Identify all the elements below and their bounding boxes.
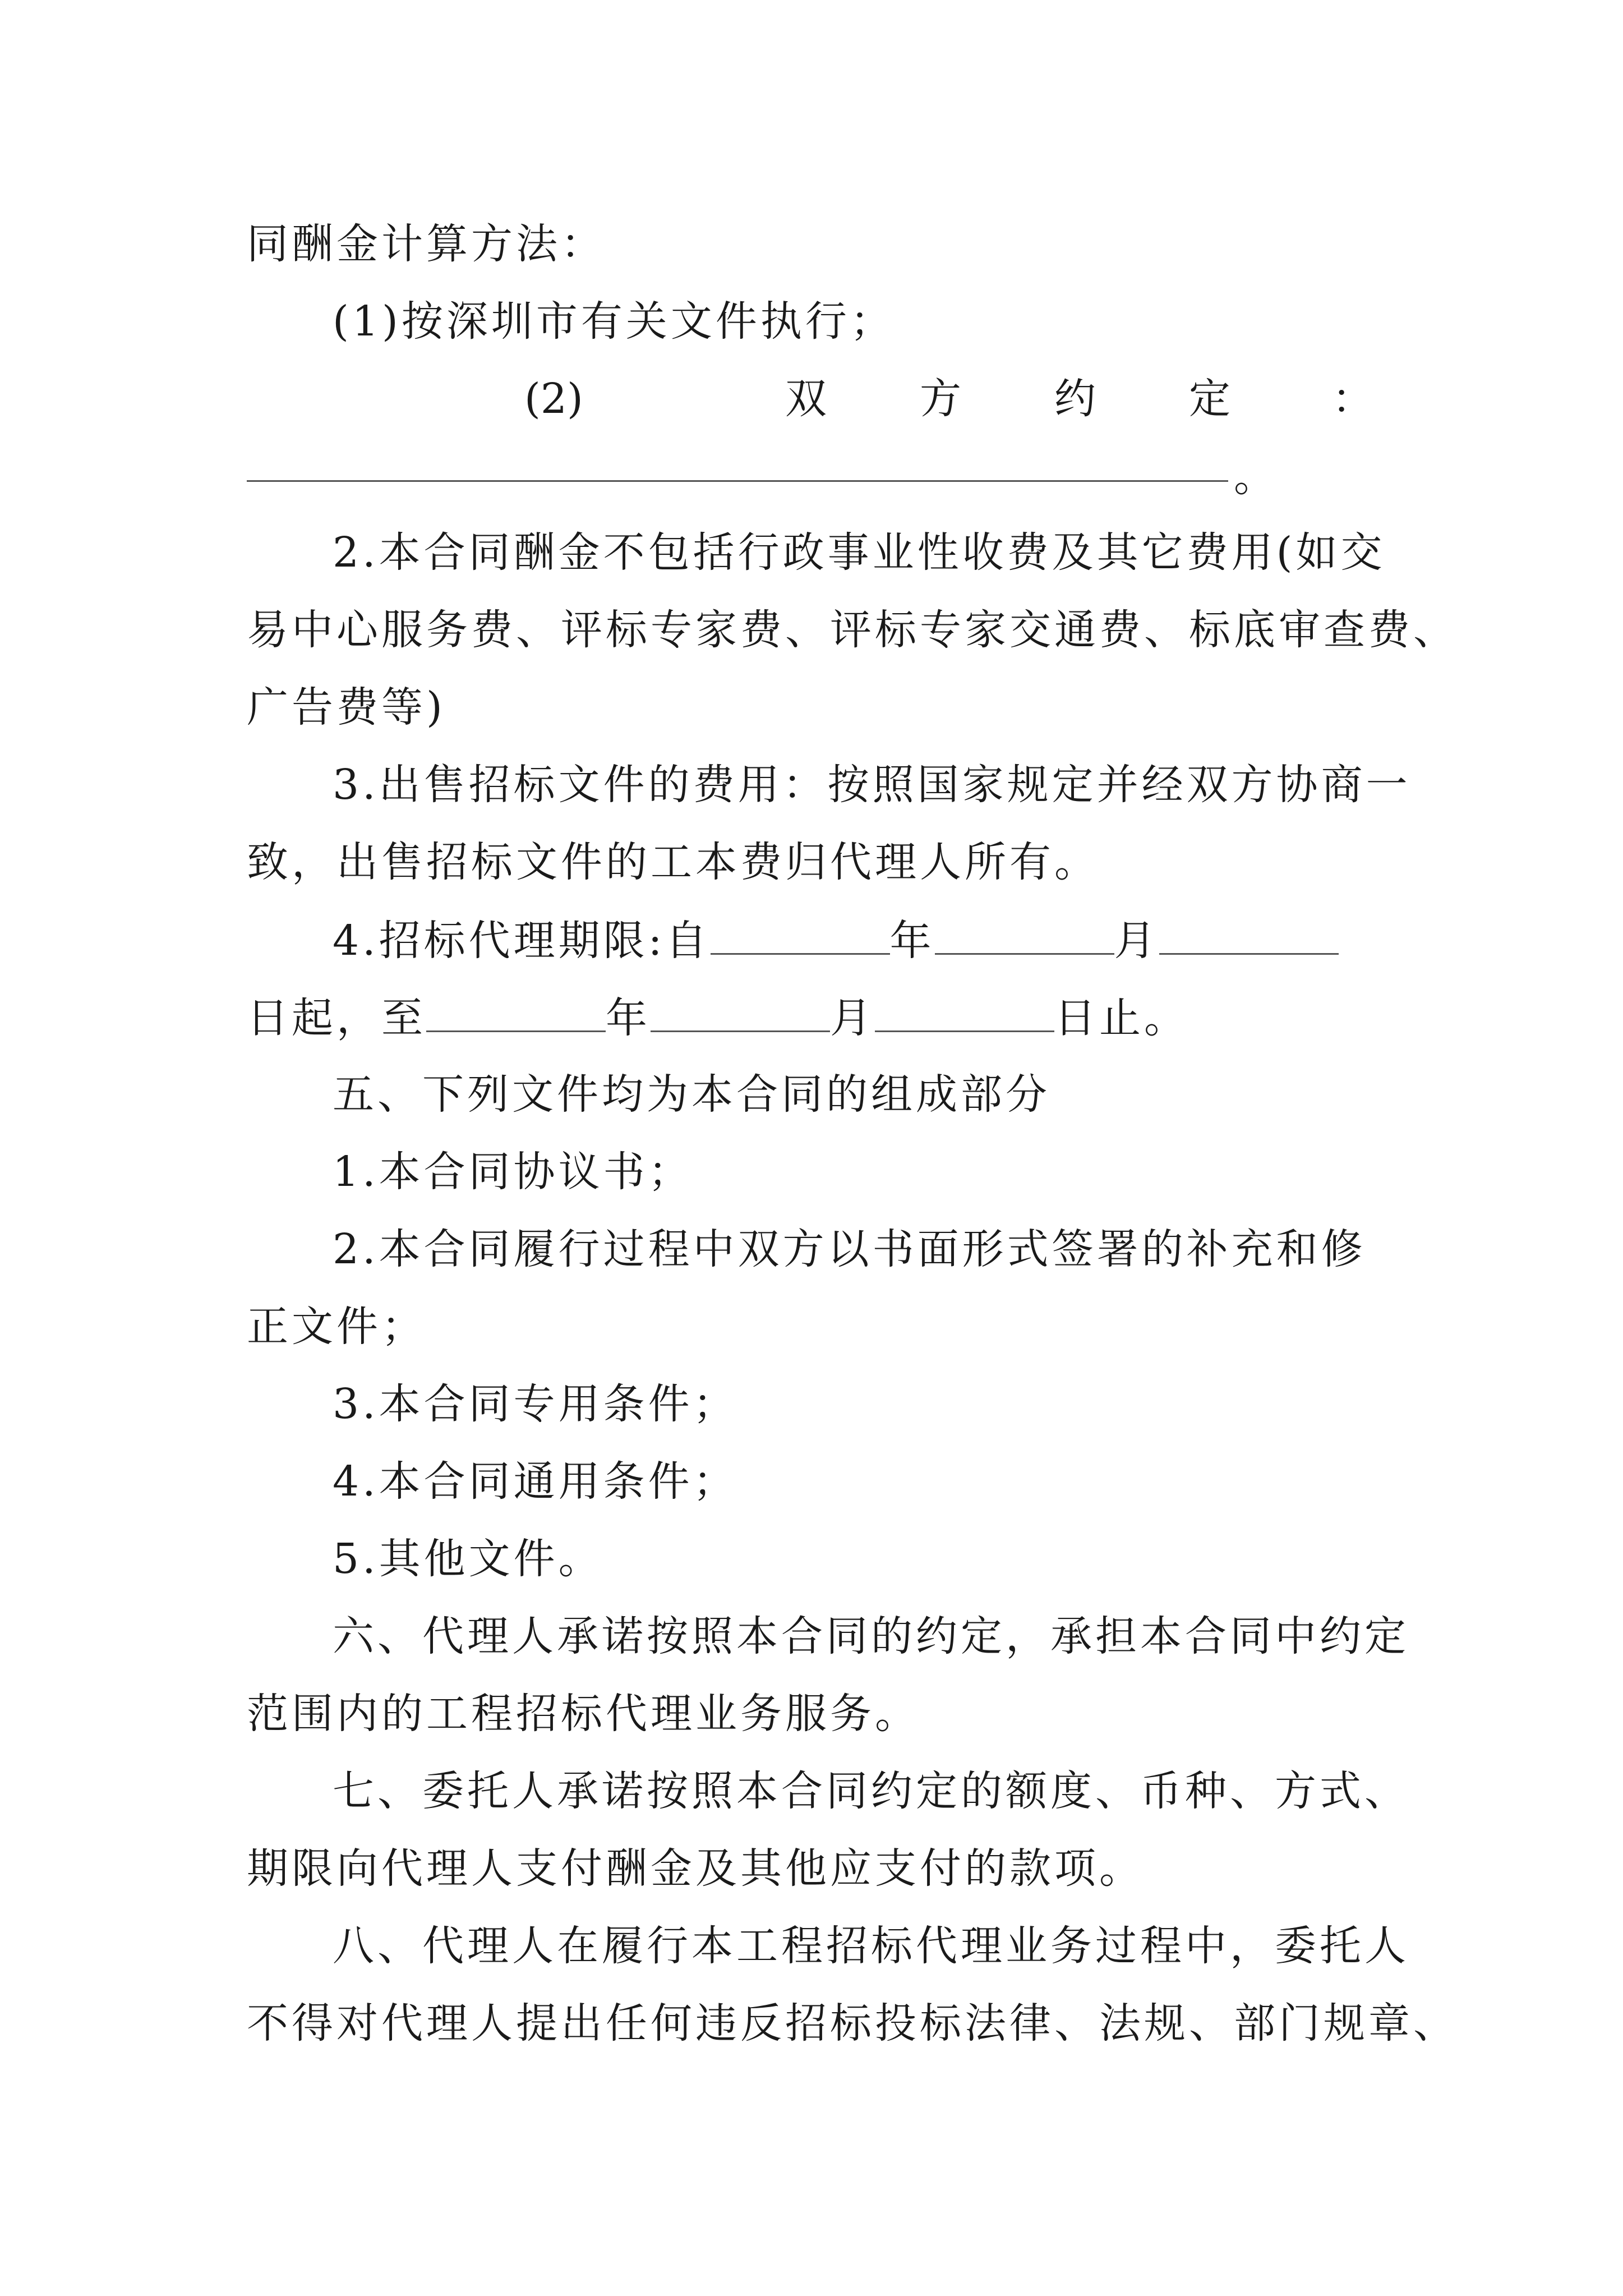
spread-char: ：	[1332, 375, 1373, 423]
spread-line-agreement	[247, 371, 1374, 427]
list-item: 3.本合同专用条件；	[333, 1380, 738, 1428]
day-blank	[1159, 912, 1339, 955]
period-line-2	[247, 989, 1189, 1045]
month-blank	[935, 912, 1114, 955]
list-item-cont: 正文件；	[247, 1303, 426, 1351]
list-item: 2.本合同履行过程中双方以书面形式签署的补充和修	[333, 1225, 1366, 1273]
month-label: 月	[830, 994, 875, 1042]
year-blank	[711, 912, 890, 955]
year-label: 年	[889, 917, 935, 965]
day-start-label: 日起，至	[247, 994, 426, 1042]
year-blank	[426, 989, 606, 1032]
blank-end-period: 。	[1234, 453, 1275, 501]
paragraph-line: 六、代理人承诺按照本合同的约定，承担本合同中约定	[333, 1612, 1409, 1660]
paragraph-line: 同酬金计算方法：	[247, 220, 606, 268]
paragraph-line: 不得对代理人提出任何违反招标投标法律、法规、部门规章、	[247, 1999, 1458, 2047]
day-blank	[875, 989, 1054, 1032]
paragraph-line: 八、代理人在履行本工程招标代理业务过程中，委托人	[333, 1922, 1409, 1970]
spread-char: 约	[1054, 375, 1096, 423]
spread-char: 方	[920, 375, 961, 423]
paragraph-line: (1)按深圳市有关文件执行；	[333, 297, 895, 346]
spread-char: (2)	[524, 375, 583, 423]
month-label: 月	[1114, 917, 1159, 965]
period-prefix: 4.招标代理期限:自	[333, 917, 711, 965]
paragraph-line: 致，出售招标文件的工本费归代理人所有。	[247, 838, 1099, 886]
list-item: 5.其他文件。	[333, 1535, 603, 1583]
spread-char: 定	[1189, 375, 1230, 423]
paragraph-line: 广告费等)	[247, 683, 446, 731]
list-item: 1.本合同协议书；	[333, 1148, 693, 1196]
list-item: 4.本合同通用条件；	[333, 1457, 738, 1506]
paragraph-line: 七、委托人承诺按照本合同约定的额度、币种、方式、	[333, 1767, 1409, 1815]
paragraph-line: 范围内的工程招标代理业务服务。	[247, 1690, 920, 1738]
year-label: 年	[606, 994, 651, 1042]
paragraph-line: 3.出售招标文件的费用：按照国家规定并经双方协商一	[333, 761, 1411, 809]
spread-char: 双	[785, 375, 827, 423]
paragraph-line: 2.本合同酬金不包括行政事业性收费及其它费用(如交	[333, 528, 1386, 577]
period-line	[333, 912, 1339, 968]
month-blank	[651, 989, 830, 1032]
fill-in-blank-long	[247, 480, 1228, 482]
paragraph-line: 期限向代理人支付酬金及其他应支付的款项。	[247, 1844, 1144, 1893]
section-heading: 五、下列文件均为本合同的组成部分	[333, 1070, 1050, 1119]
paragraph-line: 易中心服务费、评标专家费、评标专家交通费、标底审查费、	[247, 606, 1458, 654]
day-end-label: 日止。	[1054, 994, 1189, 1042]
